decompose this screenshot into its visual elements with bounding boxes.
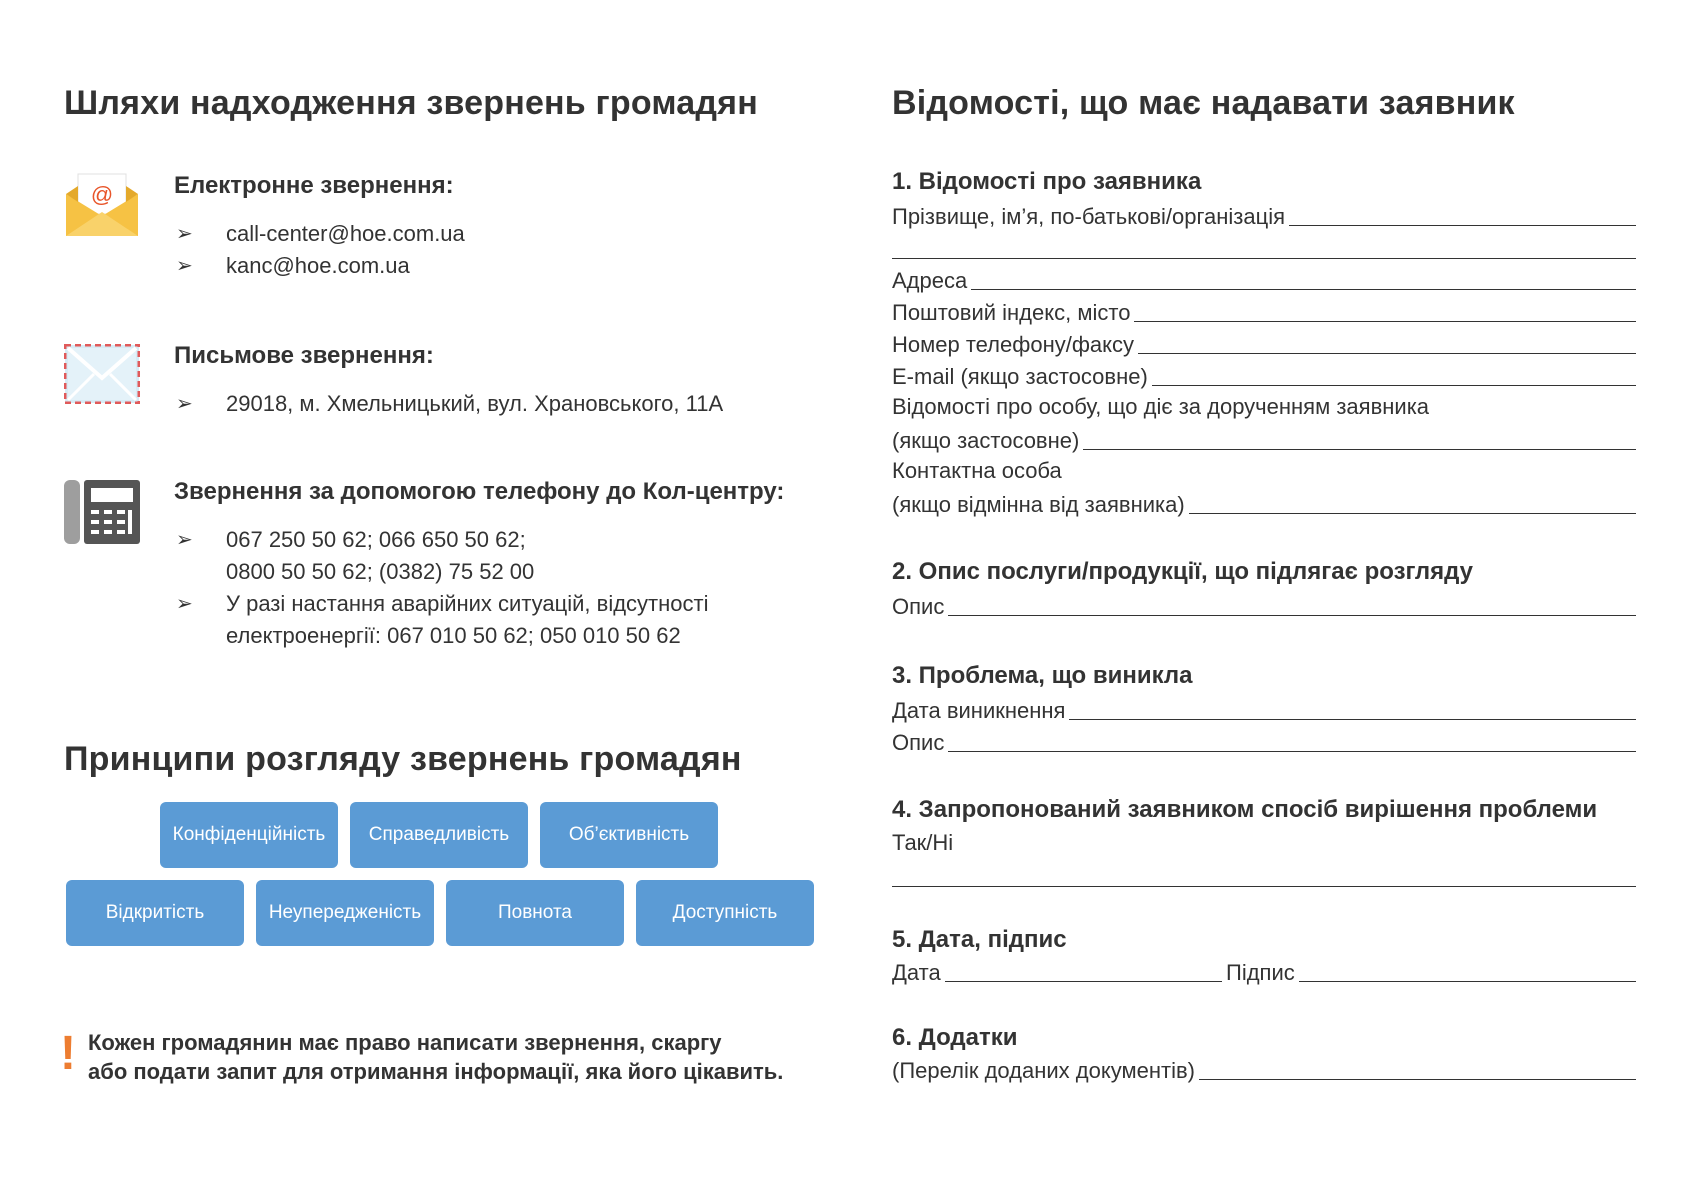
principles-grid (64, 800, 824, 950)
rights-note-text: Кожен громадянин має право написати звернення, скаргу або подати запит для отримання інформації, яка його цікавить. (88, 1030, 784, 1084)
written-list (176, 388, 723, 420)
email-envelope-icon (64, 172, 140, 243)
list-item: ➢ call-center@hoe.com.ua (176, 218, 465, 250)
principle-confidentiality: Конфіденційність (160, 802, 338, 868)
field-email[interactable]: E-mail (якщо застосовне) (892, 360, 1636, 390)
list-item: ➢ 29018, м. Хмельницький, вул. Храновського, 11А (176, 388, 723, 420)
written-channel (64, 342, 824, 432)
field-problem-date[interactable]: Дата виникнення (892, 694, 1636, 724)
field-date[interactable]: Дата (892, 956, 1222, 986)
field-proxy-label: Відомості про особу, що діє за дорученням заявника (892, 394, 1430, 419)
phone-channel (64, 478, 824, 658)
principle-openness: Відкритість (66, 880, 244, 946)
bullet-arrow-icon: ➢ (176, 593, 193, 615)
field-service-desc[interactable]: Опис (892, 590, 1636, 620)
field-postal[interactable]: Поштовий індекс, місто (892, 296, 1636, 326)
principle-accessibility: Доступність (636, 880, 814, 946)
field-attachments[interactable]: (Перелік доданих документів) (892, 1054, 1636, 1084)
section-4-title: 4. Запропонований заявником спосіб вирішення проблеми (892, 796, 1598, 823)
form-title: Відомості, що має надавати заявник (892, 84, 1515, 122)
electronic-channel (64, 170, 824, 290)
section-5-title: 5. Дата, підпис (892, 926, 1067, 953)
svg-text:@: @ (90, 182, 114, 207)
bullet-arrow-icon: ➢ (176, 529, 193, 551)
field-contact-label: Контактна особа (892, 458, 1062, 483)
ways-title: Шляхи надходження звернень громадян (64, 84, 758, 122)
field-phone[interactable]: Номер телефону/факсу (892, 328, 1636, 358)
letter-envelope-icon (64, 344, 140, 409)
principles-title: Принципи розгляду звернень громадян (64, 740, 742, 778)
bullet-arrow-icon: ➢ (176, 393, 193, 415)
office-phone-icon (64, 480, 140, 549)
field-solution-label: Так/Ні (892, 830, 954, 855)
phone-list (176, 524, 709, 652)
field-contact[interactable]: (якщо відмінна від заявника) (892, 488, 1636, 518)
field-problem-desc[interactable]: Опис (892, 726, 1636, 756)
written-title: Письмове звернення: (174, 342, 434, 369)
electronic-title: Електронне звернення: (174, 172, 454, 199)
exclamation-icon: ! (60, 1027, 76, 1080)
section-3-title: 3. Проблема, що виникла (892, 662, 1193, 689)
list-item: ➢ У разі настання аварійних ситуацій, відсутності електроенергії: 067 010 50 62; 050 010 50 62 (176, 588, 709, 652)
principle-completeness: Повнота (446, 880, 624, 946)
field-name[interactable]: Прізвище, ім’я, по-батькові/організація (892, 200, 1636, 230)
principle-impartiality: Неупередженість (256, 880, 434, 946)
list-item: ➢ kanc@hoe.com.ua (176, 250, 465, 282)
section-1-title: 1. Відомості про заявника (892, 168, 1202, 195)
phone-title: Звернення за допомогою телефону до Кол-центру: (174, 478, 785, 505)
section-6-title: 6. Додатки (892, 1024, 1018, 1051)
field-name-continuation[interactable] (892, 258, 1636, 259)
electronic-list (176, 218, 465, 282)
section-2-title: 2. Опис послуги/продукції, що підлягає розгляду (892, 558, 1474, 585)
field-proxy[interactable]: (якщо застосовне) (892, 424, 1636, 454)
list-item: ➢ 067 250 50 62; 066 650 50 62; 0800 50 50 62; (0382) 75 52 00 (176, 524, 709, 588)
bullet-arrow-icon: ➢ (176, 255, 193, 277)
field-address[interactable]: Адреса (892, 264, 1636, 294)
bullet-arrow-icon: ➢ (176, 223, 193, 245)
field-solution[interactable] (892, 886, 1636, 887)
principle-objectivity: Об’єктивність (540, 802, 718, 868)
principle-fairness: Справедливість (350, 802, 528, 868)
field-signature[interactable]: Підпис (1226, 956, 1636, 986)
